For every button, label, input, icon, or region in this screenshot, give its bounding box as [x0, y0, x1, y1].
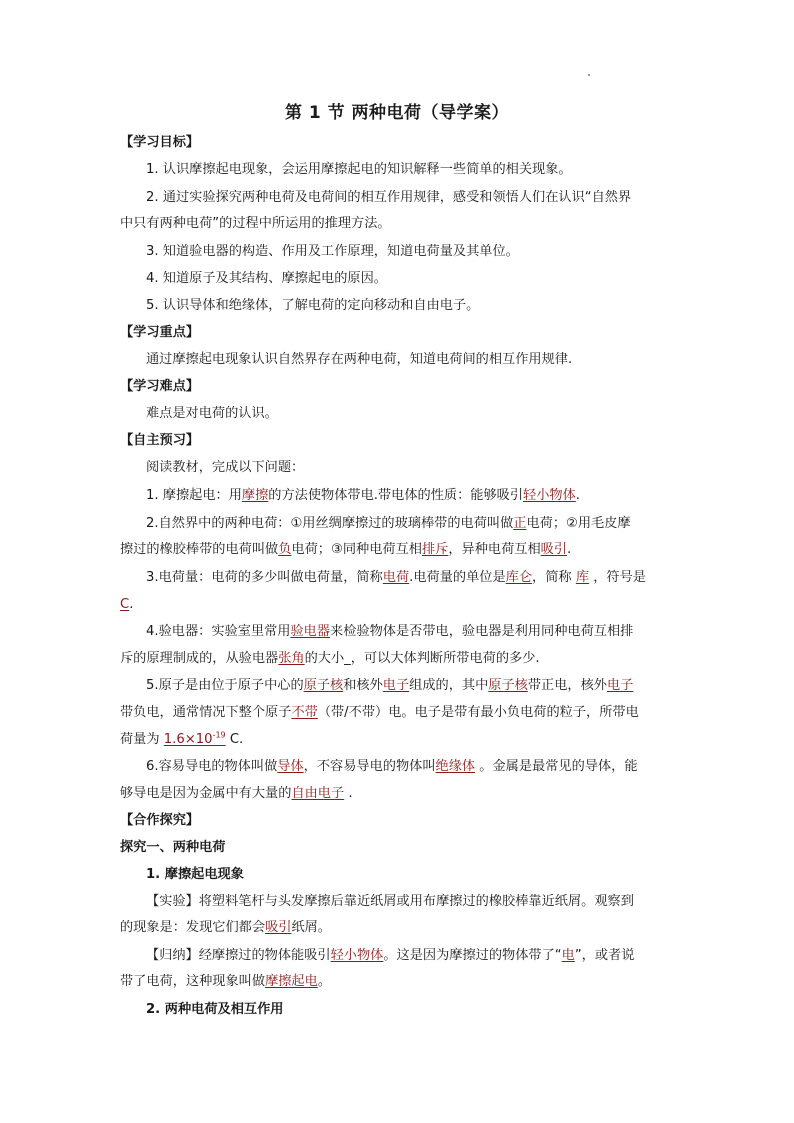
text: ，异种电荷互相: [448, 542, 541, 557]
text: ”，或者说: [574, 948, 635, 963]
text: 1. 摩擦起电：用: [146, 488, 242, 503]
text: 【归纳】经摩擦过的物体能吸引: [146, 948, 331, 963]
text: 和核外: [343, 678, 383, 693]
heading-key: 【学习重点】: [120, 325, 200, 340]
text: 。: [317, 974, 331, 989]
goal-2a: 2. 通过实验探究两种电荷及电荷间的相互作用规律，感受和领悟人们在认识“自然界: [146, 190, 632, 205]
preview-item-2b: [120, 541, 571, 559]
text: ，符号是: [589, 570, 646, 585]
answer: [164, 732, 226, 747]
heading-goals: 【学习目标】: [120, 135, 200, 150]
answer: 库仑: [505, 570, 533, 585]
heading-difficulty: 【学习难点】: [120, 379, 200, 394]
answer: 摩擦: [241, 488, 269, 503]
preview-item-2a: [146, 515, 631, 533]
goal-1: 1. 认识摩擦起电现象，会运用摩擦起电的知识解释一些简单的相关现象。: [146, 162, 572, 177]
summary-b: [120, 973, 331, 991]
text: .电荷量的单位是: [409, 570, 506, 585]
text: 荷量为: [120, 732, 164, 747]
preview-item-5a: [146, 677, 633, 695]
answer: 自由电子: [291, 786, 345, 801]
answer: 导体: [277, 759, 304, 774]
text: .: [129, 597, 134, 612]
text: 带正电，核外: [527, 678, 607, 693]
text: 的大小_，可以大体判断所带电荷的多少.: [304, 651, 540, 666]
text: 5.原子是由位于原子中心的: [146, 678, 304, 693]
subsection-friction: 1. 摩擦起电现象: [146, 867, 244, 882]
text: 。这是因为摩擦过的物体带了“: [383, 948, 562, 963]
heading-cooperation: 【合作探究】: [120, 813, 200, 828]
text: 4.验电器：实验室里常用: [146, 624, 291, 639]
text: 6.容易导电的物体叫做: [146, 759, 278, 774]
preview-item-5b: [120, 704, 639, 722]
goal-2b: 中只有两种电荷”的过程中所运用的推理方法。: [120, 216, 391, 231]
answer: 吸引: [540, 542, 568, 557]
goal-3: 3. 知道验电器的构造、作用及工作原理，知道电荷量及其单位。: [146, 244, 519, 259]
subsection-two-charges: 2. 两种电荷及相互作用: [146, 1002, 284, 1017]
summary-a: [146, 947, 634, 965]
answer: 电荷: [382, 570, 410, 585]
heading-preview: 【自主预习】: [120, 433, 200, 448]
text: 擦过的橡胶棒带的电荷叫做: [120, 542, 279, 557]
preview-item-3b: [120, 596, 133, 614]
text: ，简称: [532, 570, 576, 585]
preview-item-6b: [120, 785, 353, 803]
scan-dot: [588, 74, 590, 76]
text: .: [344, 786, 353, 801]
text: （带/不带）电。电子是带有最小负电荷的粒子，所带电: [317, 705, 639, 720]
text: C.: [225, 732, 244, 747]
experiment-a: 【实验】将塑料笔杆与头发摩擦后靠近纸屑或用布摩擦过的橡胶棒靠近纸屑。观察到: [146, 894, 634, 909]
preview-item-1: [146, 487, 580, 505]
text: 3.电荷量：电荷的多少叫做电荷量，简称: [146, 570, 383, 585]
preview-item-5c: [120, 731, 243, 749]
answer: 原子核: [488, 678, 528, 693]
text: ，不容易导电的物体叫: [303, 759, 436, 774]
text: 。金属是最常见的导体，能: [475, 759, 638, 774]
text: 组成的，其中: [409, 678, 489, 693]
preview-intro: 阅读教材，完成以下问题：: [146, 460, 305, 475]
answer: 库: [575, 570, 589, 585]
answer: 负: [278, 542, 292, 557]
answer: 吸引: [265, 920, 292, 935]
text: 电荷；③同种电荷互相: [291, 542, 422, 557]
goal-5: 5. 认识导体和绝缘体，了解电荷的定向移动和自由电子。: [146, 298, 480, 313]
section-explore-1: 探究一、两种电荷: [120, 840, 226, 855]
answer: C: [120, 597, 130, 612]
goal-4: 4. 知道原子及其结构、摩擦起电的原因。: [146, 271, 387, 286]
preview-item-4b: [120, 650, 540, 668]
preview-item-4a: [146, 623, 633, 641]
answer: 正: [513, 516, 527, 531]
answer: 轻小物体: [330, 948, 384, 963]
charge-value: 1.6×10: [163, 732, 213, 747]
answer: 轻小物体: [523, 488, 576, 503]
text: 2.自然界中的两种电荷：①用丝绸摩擦过的玻璃棒带的电荷叫做: [146, 516, 514, 531]
preview-item-3a: [146, 569, 646, 587]
answer: 原子核: [303, 678, 344, 693]
answer: 不带: [291, 705, 318, 720]
text: 斥的原理制成的，从验电器: [120, 651, 279, 666]
exponent: -19: [212, 730, 226, 740]
answer: 张角: [278, 651, 305, 666]
page-title: 第 1 节 两种电荷（导学案）: [284, 103, 510, 123]
text: 够导电是因为金属中有大量的: [120, 786, 292, 801]
text: 纸屑。: [291, 920, 331, 935]
text: 电荷；②用毛皮摩: [526, 516, 631, 531]
text: 带了电荷，这种现象叫做: [120, 974, 266, 989]
text: 带负电，通常情况下整个原子: [120, 705, 292, 720]
answer: 排斥: [421, 542, 449, 557]
difficulty-text: 难点是对电荷的认识。: [146, 406, 278, 421]
text: 的方法使物体带电.带电体的性质：能够吸引: [268, 488, 524, 503]
text: .: [575, 488, 580, 503]
experiment-b: [120, 919, 331, 937]
text: 的现象是：发现它们都会: [120, 920, 266, 935]
text: .: [567, 542, 572, 557]
answer: 电子: [606, 678, 634, 693]
answer: 电: [561, 948, 575, 963]
answer: 绝缘体: [435, 759, 476, 774]
text: 来检验物体是否带电，验电器是利用同种电荷互相排: [330, 624, 634, 639]
answer: 电子: [382, 678, 410, 693]
preview-item-6a: [146, 758, 638, 776]
answer: 摩擦起电: [265, 974, 318, 989]
key-text: 通过摩擦起电现象认识自然界存在两种电荷，知道电荷间的相互作用规律.: [146, 352, 573, 367]
answer: 验电器: [290, 624, 331, 639]
